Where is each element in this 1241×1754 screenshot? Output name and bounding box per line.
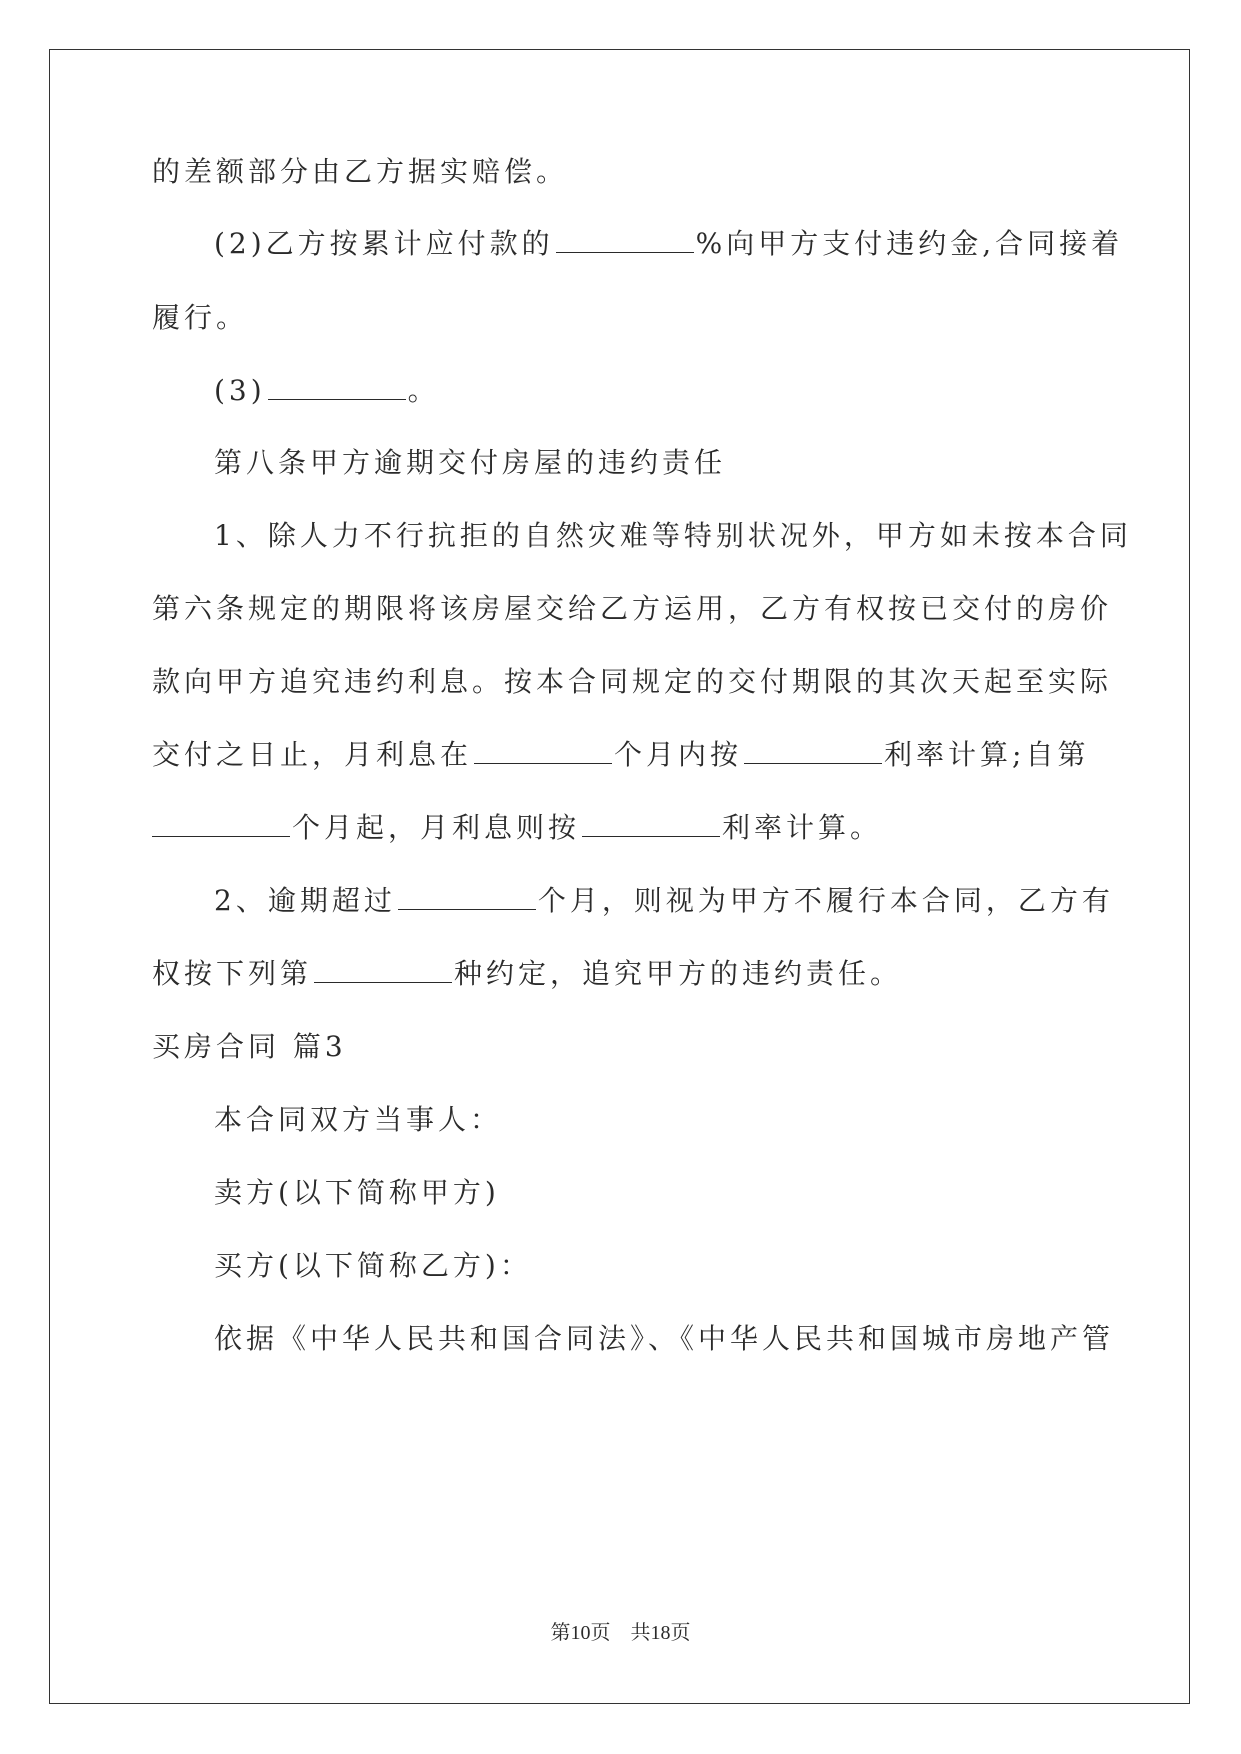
blank-field [556, 228, 694, 253]
text-span: (2)乙方按累计应付款的 [214, 227, 554, 260]
text-span: 卖方(以下简称甲方) [214, 1176, 500, 1209]
text-span: 利率计算;自第 [884, 738, 1090, 771]
text-line [214, 884, 1114, 918]
text-span: 第八条甲方逾期交付房屋的违约责任 [214, 446, 727, 479]
text-line [214, 519, 1132, 553]
text-span: %向甲方支付违约金,合同接着 [695, 227, 1124, 260]
text-span: 款向甲方追究违约利息。按本合同规定的交付期限的其次天起至实际 [152, 665, 1113, 698]
text-line [214, 227, 1123, 261]
text-line [214, 1322, 1114, 1356]
text-line [214, 1176, 500, 1210]
text-span: 2、逾期超过 [214, 884, 396, 917]
footer-text: 第 [550, 1620, 571, 1644]
text-span: 1、除人力不行抗拒的自然灾难等特别状况外，甲方如未按本合同 [214, 519, 1132, 552]
text-span: 利率计算。 [722, 811, 883, 844]
text-span: 。 [407, 374, 440, 407]
text-span: 买方(以下简称乙方)： [214, 1249, 532, 1282]
text-span: 交付之日止，月利息在 [152, 738, 473, 771]
text-span: 个月内按 [614, 738, 743, 771]
blank-field [744, 739, 882, 764]
blank-field [268, 375, 406, 400]
page-number-current: 10 [570, 1622, 591, 1644]
text-line [152, 592, 1112, 626]
blank-field [474, 739, 612, 764]
text-line [152, 155, 568, 189]
text-line [152, 301, 248, 335]
text-line [214, 1103, 502, 1137]
page-footer [0, 1620, 1241, 1645]
text-span: 权按下列第 [152, 957, 313, 990]
text-span: 个月起，月利息则按 [292, 811, 581, 844]
text-span: (3) [214, 374, 266, 407]
blank-field [582, 812, 720, 837]
text-line [214, 374, 440, 408]
page-number-total: 18 [650, 1622, 671, 1644]
text-span: 的差额部分由乙方据实赔偿。 [152, 155, 569, 188]
text-line [152, 811, 882, 845]
text-span: 种约定，追究甲方的违约责任。 [454, 957, 903, 990]
text-line [152, 738, 1089, 772]
text-span: 本合同双方当事人： [214, 1103, 503, 1136]
footer-text: 页 共 [590, 1620, 651, 1644]
text-span: 买房合同 篇3 [152, 1030, 347, 1063]
footer-text: 页 [670, 1620, 691, 1644]
text-span: 第六条规定的期限将该房屋交给乙方运用，乙方有权按已交付的房价 [152, 592, 1113, 625]
text-line [152, 665, 1112, 699]
text-span: 依据《中华人民共和国合同法》、《中华人民共和国城市房地产管 [214, 1322, 1115, 1355]
text-line [214, 1249, 532, 1283]
page-frame [49, 49, 1190, 1704]
blank-field [314, 958, 452, 983]
blank-field [152, 812, 290, 837]
section-title [152, 1030, 347, 1064]
text-span: 履行。 [152, 301, 249, 334]
text-span: 个月，则视为甲方不履行本合同，乙方有 [537, 884, 1114, 917]
text-line [152, 957, 902, 991]
section-heading [214, 446, 726, 480]
blank-field [398, 885, 536, 910]
